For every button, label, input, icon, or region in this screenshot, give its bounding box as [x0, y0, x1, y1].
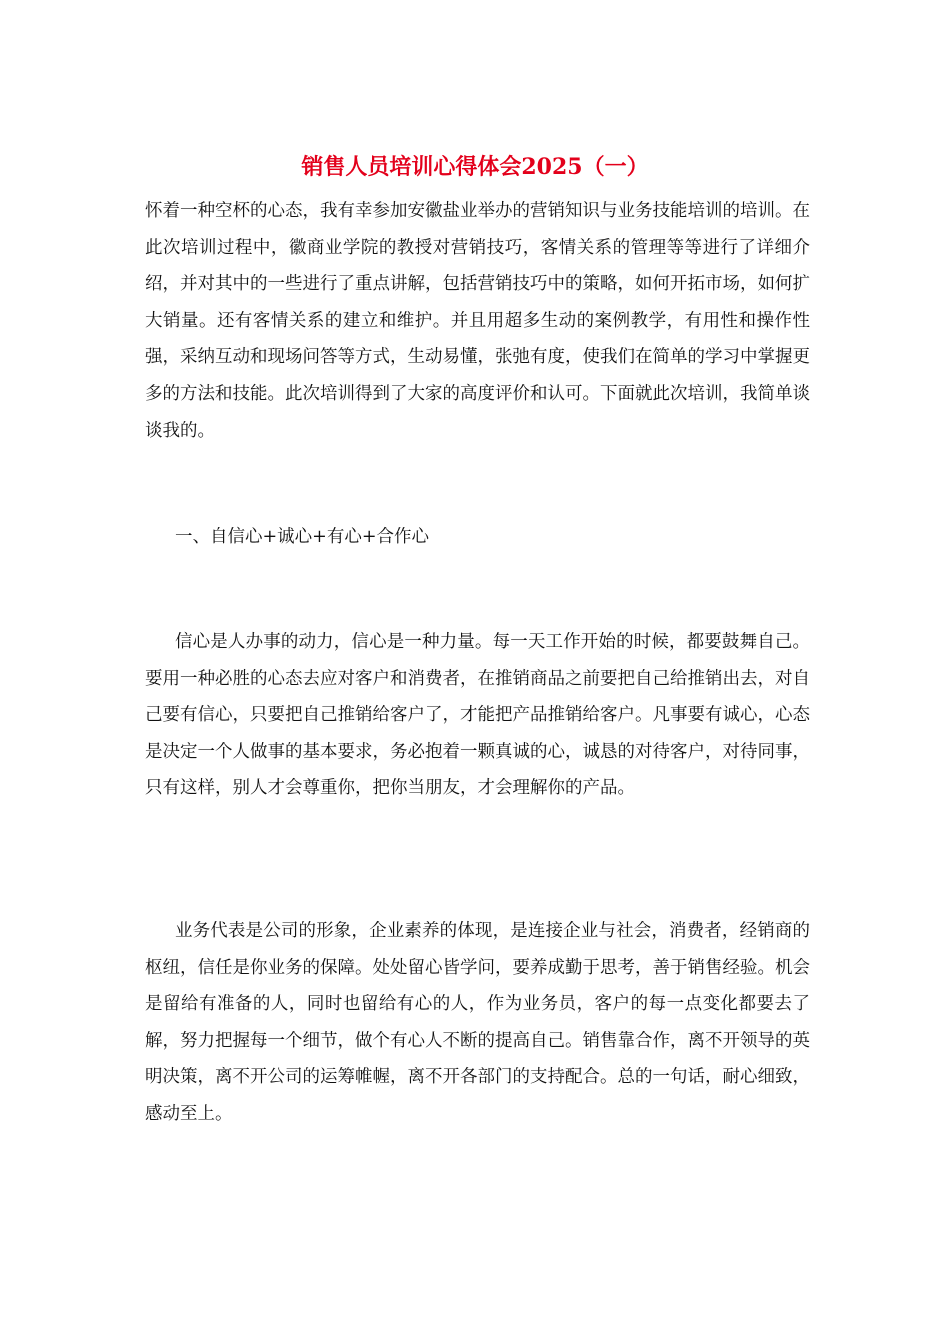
- representative-paragraph: 业务代表是公司的形象，企业素养的体现，是连接企业与社会，消费者，经销商的枢纽，信任是你业务的保障。处处留心皆学问，要养成勤于思考，善于销售经验。机会是留给有准备的人，同时也留给有心的人，作为业务员，客户的每一点变化都要去了解，努力把握每一个细节，做个有心人不断的提高自己。销售靠合作，离不开领导的英明决策，离不开公司的运筹帷幄，离不开各部门的支持配合。总的一句话，耐心细致，感动至上。: [145, 921, 810, 1124]
- confidence-paragraph: 信心是人办事的动力，信心是一种力量。每一天工作开始的时候，都要鼓舞自己。要用一种必胜的心态去应对客户和消费者，在推销商品之前要把自己给推销出去，对自己要有信心，只要把自己推销给客户了，才能把产品推销给客户。凡事要有诚心，心态是决定一个人做事的基本要求，务必抱着一颗真诚的心，诚恳的对待客户，对待同事，只有这样，别人才会尊重你，把你当朋友，才会理解你的产品。: [145, 632, 810, 799]
- document-title: 销售人员培训心得体会2025（一）: [301, 154, 649, 180]
- section-heading: 一、自信心+诚心+有心+合作心: [175, 527, 429, 547]
- intro-paragraph: 怀着一种空杯的心态，我有幸参加安徽盐业举办的营销知识与业务技能培训的培训。在此次培训过程中，徽商业学院的教授对营销技巧，客情关系的管理等等进行了详细介绍，并对其中的一些进行了重点讲解，包括营销技巧中的策略，如何开拓市场，如何扩大销量。还有客情关系的建立和维护。并且用超多生动的案例教学，有用性和操作性强，采纳互动和现场问答等方式，生动易懂，张弛有度，使我们在简单的学习中掌握更多的方法和技能。此次培训得到了大家的高度评价和认可。下面就此次培训，我简单谈谈我的。: [145, 201, 810, 441]
